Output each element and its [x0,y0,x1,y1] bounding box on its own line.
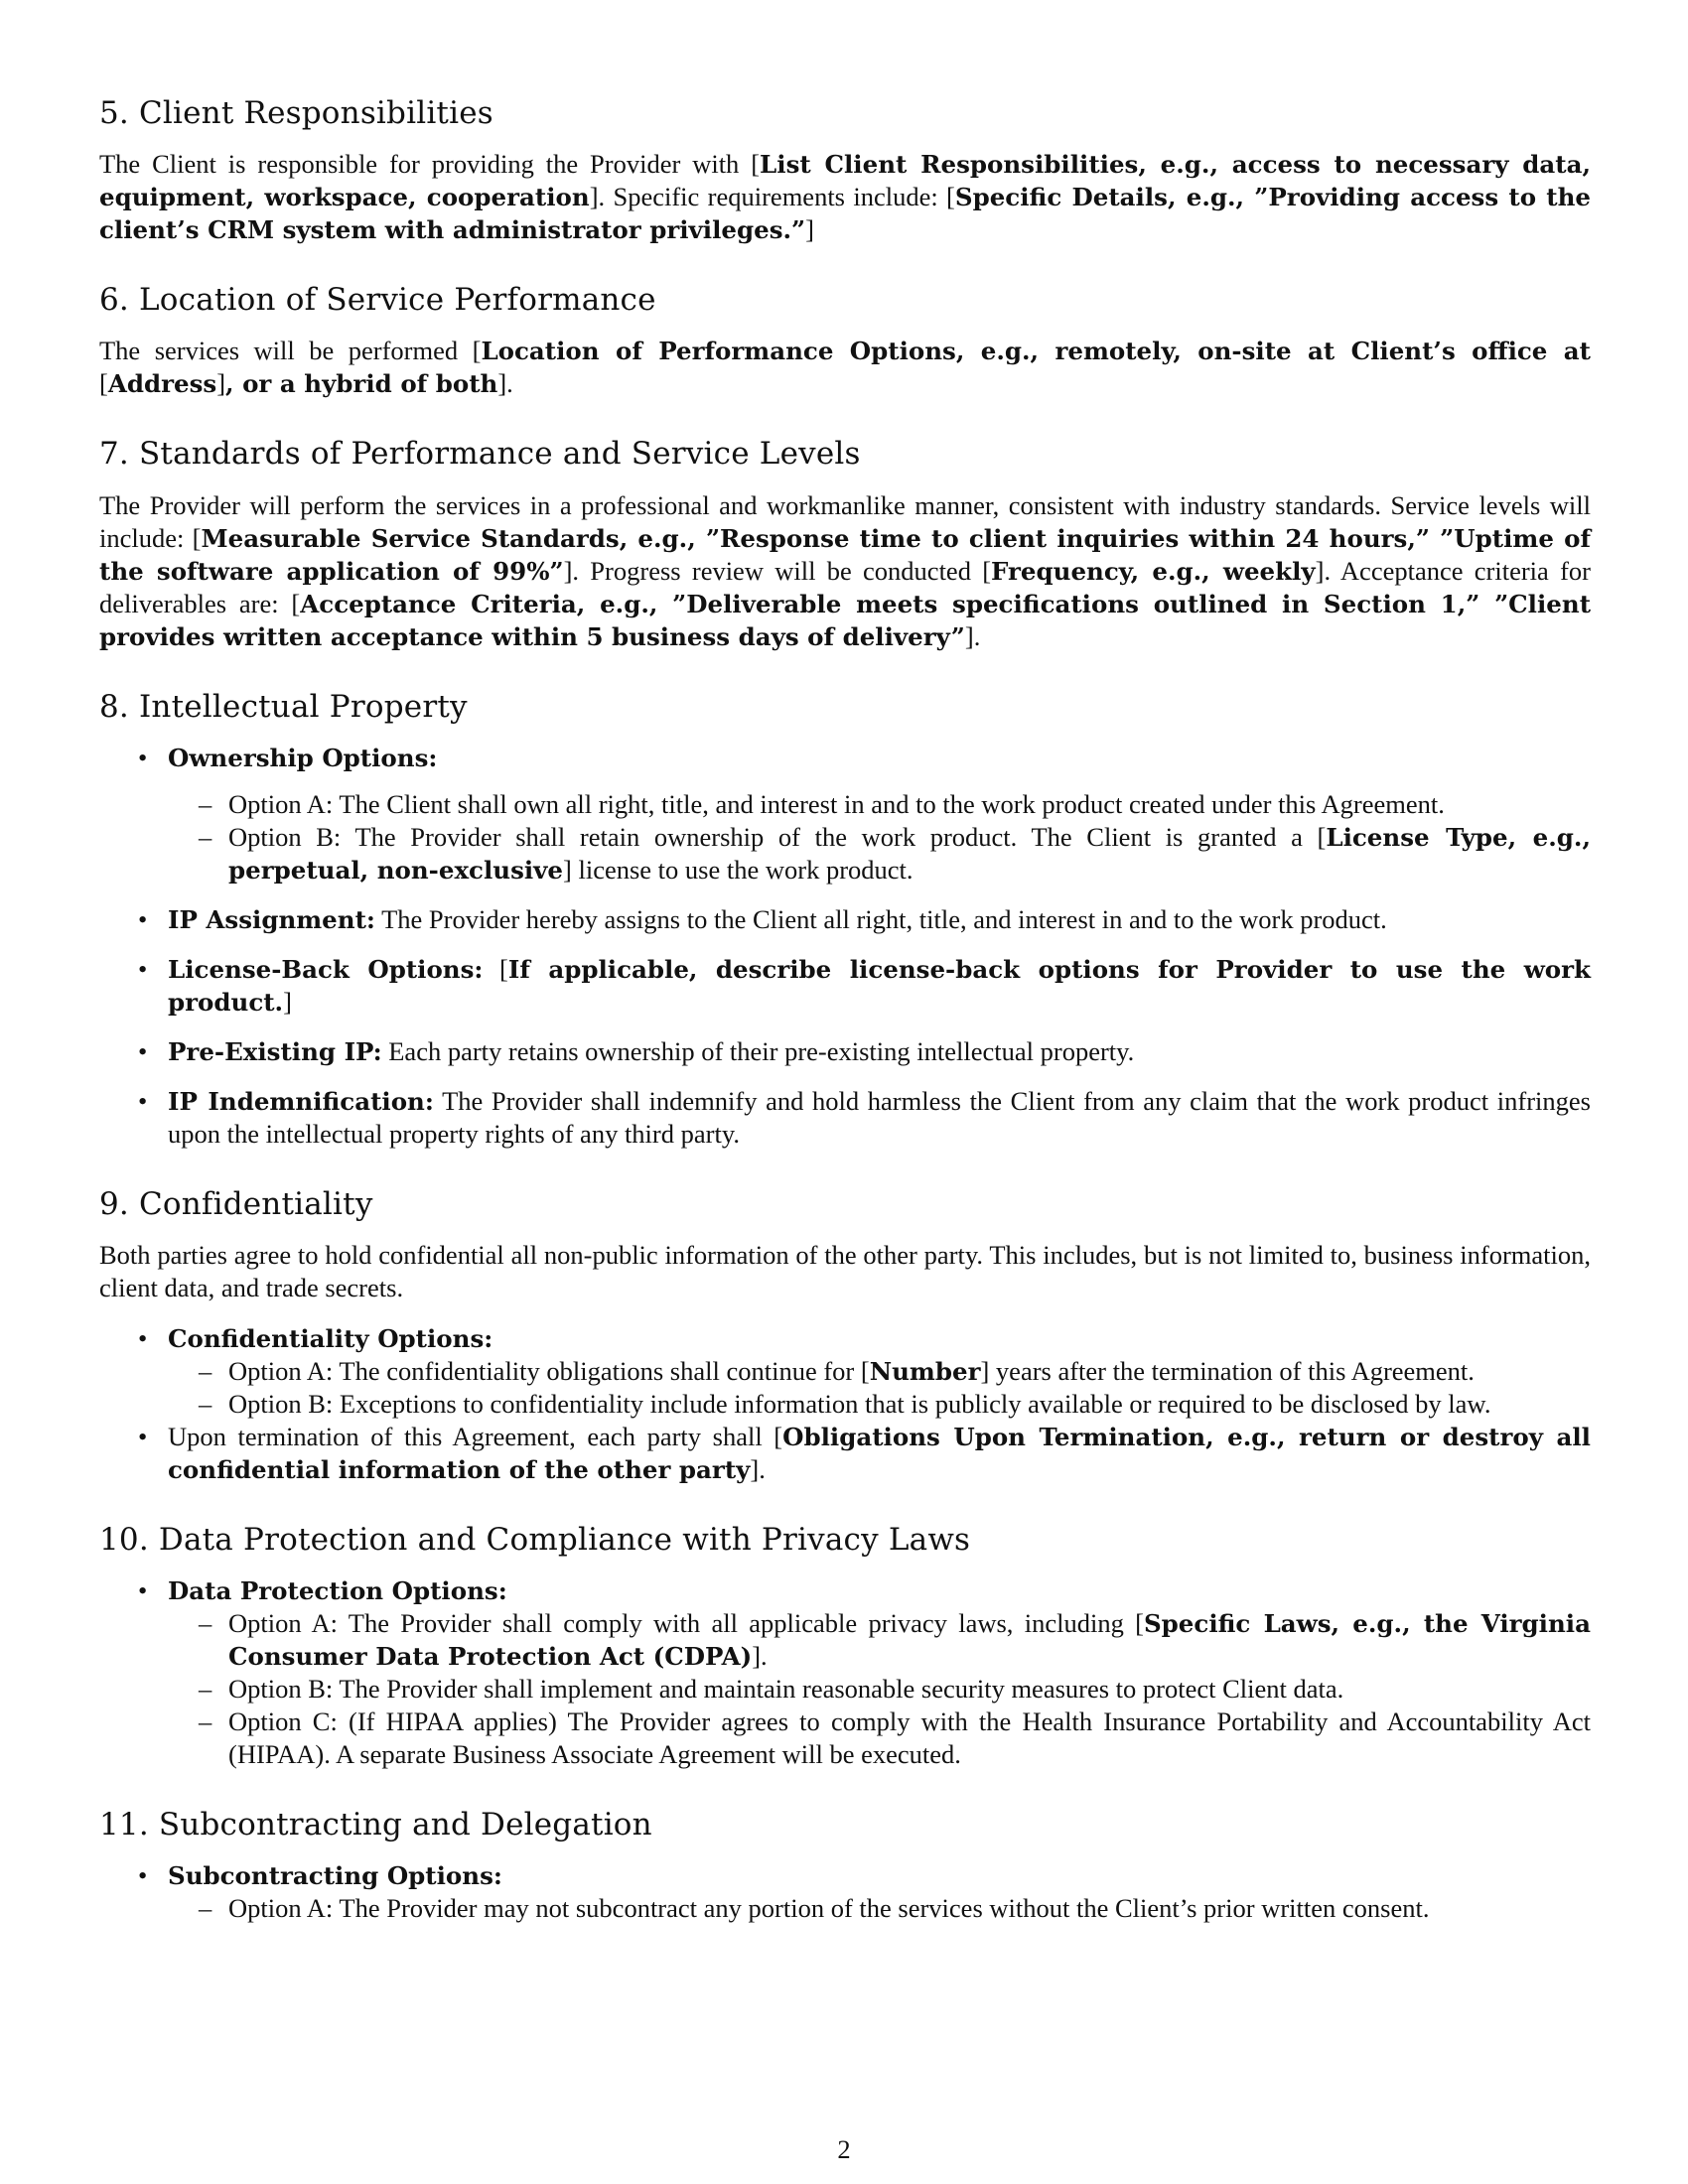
subcontracting-options-list [168,1892,1591,1925]
section-location-of-service [99,282,1591,400]
section-data-protection [99,1522,1591,1771]
list-item: • License-Back Options: [If applicable, describe license-back options for Provider to use the work product.] [99,953,1591,1019]
list-item: – Option B: The Provider shall implement and maintain reasonable security measures to protect Client data. [168,1673,1591,1706]
ownership-options-list [168,788,1591,887]
section-heading: 6. Location of Service Performance [99,282,656,319]
subcontracting-list [99,1859,1591,1925]
confidentiality-list [99,1322,1591,1486]
section-paragraph: Both parties agree to hold confidential all non-public information of the other party. This includes, but is not limited to, business information, client data, and trade secrets. [99,1239,1591,1302]
section-paragraph: The Client is responsible for providing the Provider with [List Client Responsibilities, e.g., access to necessary data, equipment, workspace, cooperation]. Specific requirements include: [Specific Details, e.g., ”Providing access to the client’s CRM system with administrator privileges.”] [99,149,1592,245]
list-item: • Data Protection Options: – Option A: The Provider shall comply with all applicable privacy laws, including [Specific Laws, e.g., the Virginia Consumer Data Protection Act (CDPA)]. – Option B: The Provider shall implement and maintain reasonable security measures to protect Client data. – Option C: (If HIPAA applies) The Provider agrees to comply with the Health Insurance Portability and Accountability Act (HIPAA). A separate Business Associate Agreement will be executed. [99,1574,1591,1771]
section-heading: 9. Confidentiality [99,1185,373,1222]
list-item: • Subcontracting Options: – Option A: The Provider may not subcontract any portion of the services without the Client’s prior written consent. [99,1859,1591,1925]
data-protection-options-list [168,1607,1591,1771]
document-page [99,95,1591,1961]
list-item: – Option A: The Provider may not subcontract any portion of the services without the Client’s prior written consent. [168,1892,1591,1925]
section-paragraph: The Provider will perform the services in a professional and workmanlike manner, consistent with industry standards. Service levels will include: [Measurable Service Standards, e.g., ”Response time to client inquiries within 24 hours,” ”Uptime of the software application of 99%”]. Progress review will be conducted [Frequency, e.g., weekly]. Acceptance criteria for deliverables are: [Acceptance Criteria, e.g., ”Deliverable meets specifications outlined in Section 1,” ”Client provides written acceptance within 5 business days of delivery”]. [99,489,1592,651]
section-confidentiality [99,1186,1591,1486]
list-item: – Option B: The Provider shall retain ownership of the work product. The Client is granted a [License Type, e.g., perpetual, non-exclusive] license to use the work product. [168,821,1591,887]
ip-list [99,742,1591,1151]
list-item: – Option A: The Provider shall comply with all applicable privacy laws, including [Specific Laws, e.g., the Virginia Consumer Data Protection Act (CDPA)]. [168,1607,1591,1673]
section-heading: 8. Intellectual Property [99,688,468,725]
section-client-responsibilities [99,95,1591,246]
data-protection-list [99,1574,1591,1771]
section-heading: 10. Data Protection and Compliance with Privacy Laws [99,1521,971,1558]
page-number: 2 [837,2134,851,2164]
list-item: – Option A: The Client shall own all right, title, and interest in and to the work product created under this Agreement. [168,788,1591,821]
list-item: – Option C: (If HIPAA applies) The Provider agrees to comply with the Health Insurance Portability and Accountability Act (HIPAA). A separate Business Associate Agreement will be executed. [168,1706,1591,1771]
section-heading: 7. Standards of Performance and Service Levels [99,436,861,473]
section-heading: 11. Subcontracting and Delegation [99,1807,652,1843]
list-item: • Ownership Options: – Option A: The Client shall own all right, title, and interest in and to the work product created under this Agreement. – Option B: The Provider shall retain ownership of the work product. The Client is granted a [License Type, e.g., perpetual, non-exclusive] license to use the work product. [99,742,1591,887]
section-subcontracting [99,1807,1591,1925]
list-item: • Confidentiality Options: – Option A: The confidentiality obligations shall continue for [Number] years after the termination of this Agreement. – Option B: Exceptions to confidentiality include information that is publicly available or required to be disclosed by law. [99,1322,1591,1421]
list-item: • IP Assignment: The Provider hereby assigns to the Client all right, title, and interest in and to the work product. [99,903,1591,936]
list-item: • Upon termination of this Agreement, each party shall [Obligations Upon Termination, e.g., return or destroy all confidential information of the other party]. [99,1421,1591,1486]
list-item: – Option A: The confidentiality obligations shall continue for [Number] years after the termination of this Agreement. [168,1355,1591,1388]
section-standards-of-performance [99,436,1591,652]
confidentiality-options-list [168,1355,1591,1421]
list-item: • Pre-Existing IP: Each party retains ownership of their pre-existing intellectual property. [99,1035,1591,1068]
section-intellectual-property [99,689,1591,1151]
list-item: • IP Indemnification: The Provider shall indemnify and hold harmless the Client from any claim that the work product infringes upon the intellectual property rights of any third party. [99,1085,1591,1151]
list-item: – Option B: Exceptions to confidentiality include information that is publicly available or required to be disclosed by law. [168,1388,1591,1421]
section-heading: 5. Client Responsibilities [99,95,493,131]
section-paragraph: The services will be performed [Location of Performance Options, e.g., remotely, on-site at Client’s office at [Address], or a hybrid of both]. [99,336,1591,399]
